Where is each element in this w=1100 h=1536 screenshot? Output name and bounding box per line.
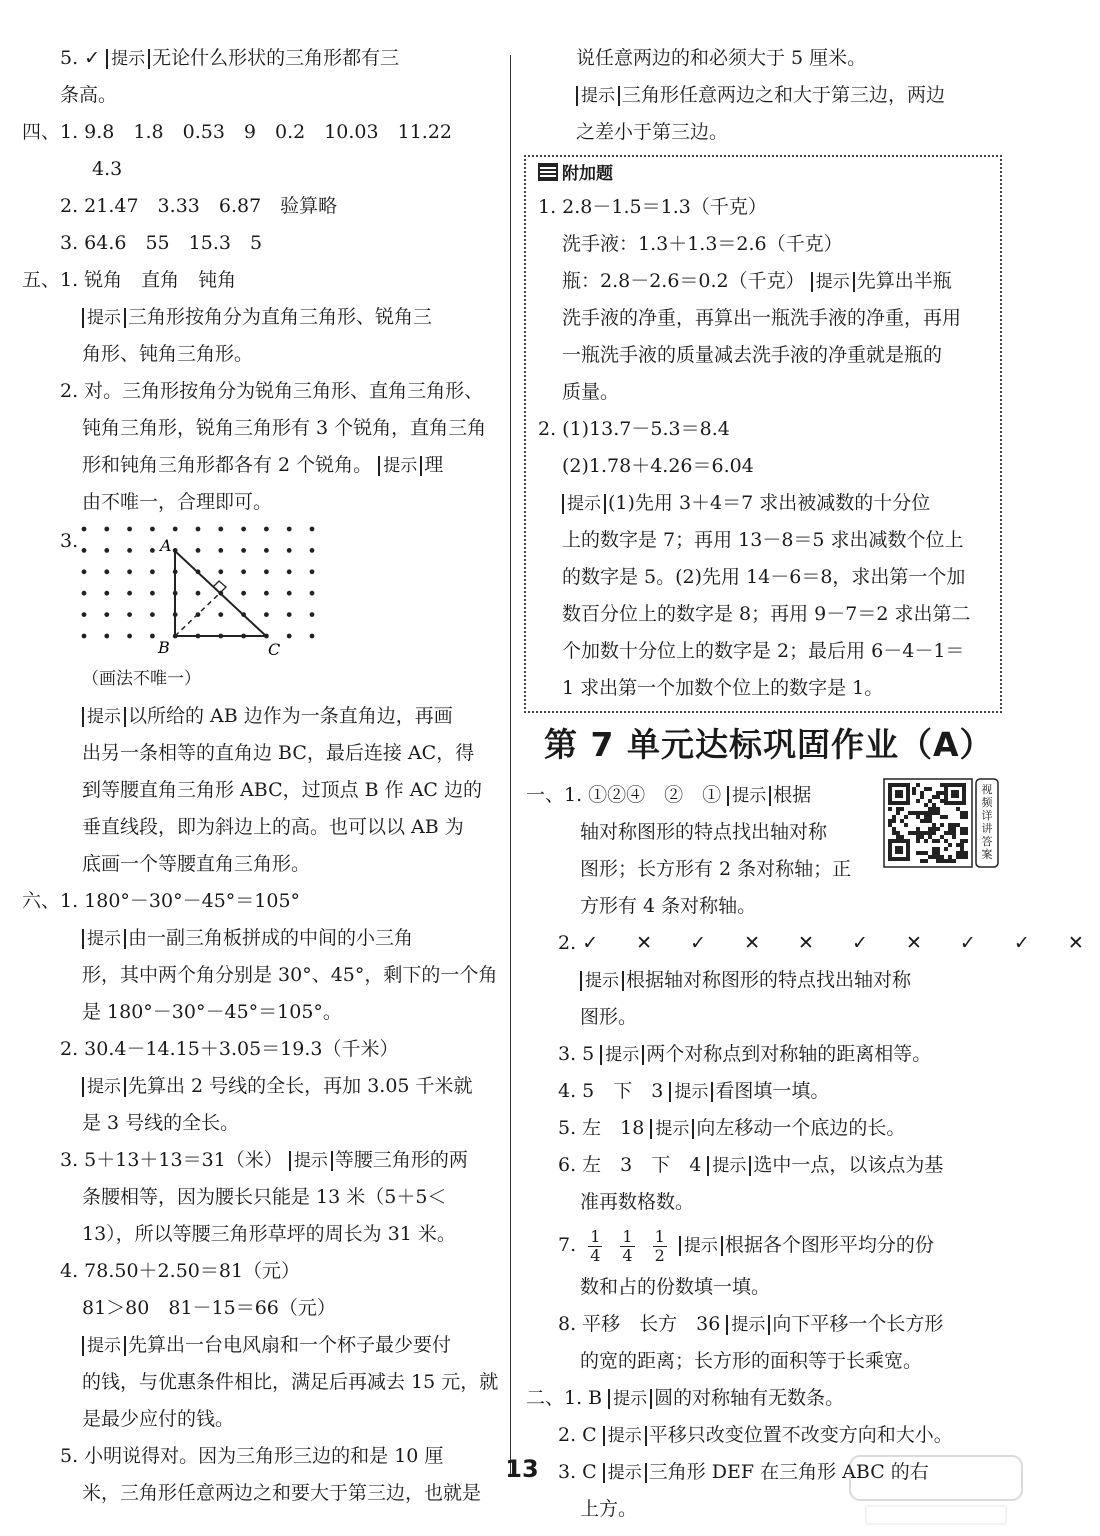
grid-dot: [82, 569, 87, 574]
point-b-label: B: [158, 638, 170, 657]
grid-dot: [241, 527, 246, 532]
grid-dot: [310, 569, 315, 574]
answer-line: 5. 左 18 提示 向左移动一个底边的长。: [558, 1117, 906, 1139]
grid-dots: [82, 527, 315, 639]
grid-dot: [173, 527, 178, 532]
grid-dot: [104, 591, 109, 596]
answer-line: 2. C 提示 平移只改变位置不改变方向和大小。: [558, 1424, 953, 1446]
answer-line: 2. (1)13.7－5.3＝8.4: [538, 418, 730, 440]
hint-tag: 提示: [576, 86, 620, 106]
bonus-icon: [538, 163, 558, 181]
grid-dot: [150, 569, 155, 574]
point-a-label: A: [160, 536, 172, 555]
grid-dot: [104, 569, 109, 574]
hint-tag: 提示: [811, 272, 855, 292]
text-line: 数和占的份数填一填。: [580, 1276, 771, 1298]
section-two-line: 二、1. B 提示 圆的对称轴有无数条。: [526, 1387, 845, 1409]
text-line: 图形。: [580, 1006, 638, 1028]
answer-line: 4. 78.50＋2.50＝81（元）: [60, 1260, 301, 1282]
answer-line: 4.3: [92, 158, 123, 180]
grid-dot: [287, 548, 292, 553]
text-line: 是 180°－30°－45°＝105°。: [82, 1001, 342, 1023]
hint-tag: 提示: [603, 1426, 647, 1446]
section-six-line: 六、1. 180°－30°－45°＝105°: [22, 890, 301, 912]
hint-tag: 提示: [378, 456, 422, 476]
hint-tag: 提示: [580, 971, 624, 991]
text-line: 底画一个等腰直角三角形。: [82, 853, 311, 875]
grid-dot: [150, 527, 155, 532]
answer-line: 1. 2.8－1.5＝1.3（千克）: [538, 196, 767, 218]
bonus-section: [524, 155, 1002, 713]
judgement-line: 2. ✓ ✕ ✓ ✕ ✕ ✓ ✕ ✓ ✓ ✕: [558, 932, 1100, 954]
answer-line: 8. 平移 长方 36 提示 向下平移一个长方形: [558, 1313, 944, 1335]
text-line: 到等腰直角三角形 ABC，过顶点 B 作 AC 边的: [82, 779, 482, 801]
answer-line: 4. 5 下 3 提示 看图填一填。: [558, 1080, 830, 1102]
watermark-logo: [846, 1450, 1026, 1530]
text-line: 上方。: [580, 1498, 638, 1520]
text-line: 上的数字是 7；再用 13－8＝5 求出减数个位上: [562, 529, 964, 551]
judgement-marks: ✓ ✕ ✓ ✕ ✕ ✓ ✕ ✓ ✓ ✕: [582, 932, 1100, 954]
grid-dot: [127, 612, 132, 617]
grid-dot: [196, 527, 201, 532]
text-line: 一瓶洗手液的质量减去洗手液的净重就是瓶的: [562, 344, 943, 366]
text-line: 准再数格数。: [580, 1191, 695, 1213]
answer-line: 6. 左 3 下 4 提示 选中一点，以该点为基: [558, 1154, 944, 1176]
drawing-note: （画法不唯一）: [82, 669, 201, 689]
grid-dot: [82, 634, 87, 639]
hint-line: 提示 三角形按角分为直角三角形、锐角三: [22, 299, 502, 336]
hint-line: 提示 先算出 2 号线的全长，再加 3.05 千米就: [22, 1068, 502, 1105]
section-one-line: 一、1. ①②④ ② ① 提示 根据: [526, 784, 812, 806]
text-line: 质量。: [562, 381, 620, 403]
qr-code-block[interactable]: [882, 777, 1000, 869]
grid-dot: [241, 591, 246, 596]
answer-line: 5. 小明说得对。因为三角形三边的和是 10 厘: [60, 1445, 444, 1467]
grid-dot: [218, 548, 223, 553]
hint-tag: 提示: [289, 1151, 333, 1171]
answer-line: 2. 21.47 3.33 6.87 验算略: [60, 195, 338, 217]
grid-dot: [218, 612, 223, 617]
hint-tag: 提示: [82, 929, 126, 949]
text-line: 角形、钝角三角形。: [82, 343, 254, 365]
answer-line: 条高。: [60, 84, 118, 106]
grid-dot: [150, 548, 155, 553]
hint-line: 提示 三角形任意两边之和大于第三边，两边: [520, 77, 1000, 114]
fraction-line: 7. $\frac{1}{4}$ $\frac{1}{4}$ $\frac{1}{2}$ 提示 根据各个图形平均分的份: [558, 1226, 934, 1265]
hint-tag: 提示: [679, 1236, 723, 1256]
text-line: 条腰相等，因为腰长只能是 13 米（5＋5＜: [82, 1186, 447, 1208]
grid-dot: [104, 634, 109, 639]
grid-dot: [264, 527, 269, 532]
grid-dot: [310, 634, 315, 639]
hint-tag: 提示: [603, 1463, 647, 1483]
hint-tag: 提示: [727, 786, 771, 806]
hint-tag: 提示: [82, 308, 126, 328]
text-line: 是 3 号线的全长。: [82, 1112, 240, 1134]
fraction-1-4: $\frac{1}{4}$: [590, 1226, 601, 1265]
text-line: 洗手液：1.3＋1.3＝2.6（千克）: [562, 233, 843, 255]
column-divider: [510, 55, 511, 1475]
text-line: 钝角三角形，锐角三角形有 3 个锐角，直角三角: [82, 417, 487, 439]
hint-tag: 提示: [600, 1045, 644, 1065]
grid-dot: [127, 634, 132, 639]
answer-line: 2. 对。三角形按角分为锐角三角形、直角三角形、: [60, 380, 484, 402]
hint-tag: 提示: [650, 1119, 694, 1139]
grid-dot: [196, 548, 201, 553]
grid-dot: [264, 612, 269, 617]
hint-tag: 提示: [726, 1315, 770, 1335]
text-line: 13），所以等腰三角形草坪的周长为 31 米。: [82, 1223, 456, 1245]
hint-tag: 提示: [608, 1389, 652, 1409]
hint-tag: 提示: [669, 1082, 713, 1102]
unit-title: 第 7 单元达标巩固作业（A）: [544, 725, 994, 764]
page-number: 13: [505, 1455, 539, 1483]
text-line: (2)1.78＋4.26＝6.04: [562, 455, 754, 477]
left-column: [22, 40, 502, 1512]
answer-line: 5. ✓ 提示 无论什么形状的三角形都有三: [60, 47, 400, 69]
section-four-line: 四、1. 9.8 1.8 0.53 9 0.2 10.03 11.22: [22, 121, 452, 143]
hint-tag: 提示: [82, 1077, 126, 1097]
grid-dot: [104, 612, 109, 617]
hint-line: 提示 由一副三角板拼成的中间的小三角: [22, 920, 502, 957]
unit-answers: [520, 777, 1100, 1528]
bonus-title: 附加题: [538, 159, 990, 189]
grid-dot: [310, 591, 315, 596]
answer-line: 3. 5＋13＋13＝31（米） 提示 等腰三角形的两: [60, 1149, 468, 1171]
text-line: 瓶：2.8－2.6＝0.2（千克） 提示 先算出半瓶: [562, 270, 952, 292]
text-line: 之差小于第三边。: [576, 121, 729, 143]
fraction-1-4: $\frac{1}{4}$: [622, 1226, 633, 1265]
grid-dot: [82, 527, 87, 532]
grid-dot: [264, 548, 269, 553]
point-c-label: C: [268, 640, 281, 659]
grid-dot: [264, 569, 269, 574]
text-line: 轴对称图形的特点找出轴对称: [580, 821, 828, 843]
grid-dot: [310, 527, 315, 532]
grid-dot: [287, 569, 292, 574]
text-line: 洗手液的净重，再算出一瓶洗手液的净重，再用: [562, 307, 962, 329]
grid-dot: [150, 612, 155, 617]
grid-dot: [150, 591, 155, 596]
text-line: 81＞80 81－15＝66（元）: [82, 1297, 336, 1319]
grid-dot: [150, 634, 155, 639]
hint-line: 提示 根据轴对称图形的特点找出轴对称: [520, 962, 1000, 999]
answer-line: 3. 64.6 55 15.3 5: [60, 232, 263, 254]
text-line: 出另一条相等的直角边 BC，最后连接 AC，得: [82, 742, 475, 764]
text-line: 的数字是 5。(2)先用 14－6＝8，求出第一个加: [562, 566, 966, 588]
text-line: 是最少应付的钱。: [82, 1408, 235, 1430]
hint-tag: 提示: [106, 49, 150, 69]
text-line: 形和钝角三角形都各有 2 个锐角。 提示 理: [82, 454, 444, 476]
hint-line: 提示 以所给的 AB 边作为一条直角边，再画: [22, 698, 502, 735]
text-line: 说任意两边的和必须大于 5 厘米。: [576, 47, 867, 69]
hint-line: 提示 (1)先用 3＋4＝7 求出被减数的十分位: [538, 485, 990, 522]
grid-dot: [264, 591, 269, 596]
grid-dot: [310, 612, 315, 617]
grid-dot: [104, 527, 109, 532]
grid-dot: [104, 548, 109, 553]
height-line: [175, 593, 220, 636]
text-line: 的宽的距离；长方形的面积等于长乘宽。: [580, 1350, 923, 1372]
fraction-1-2: $\frac{1}{2}$: [654, 1226, 665, 1265]
grid-dot: [82, 591, 87, 596]
text-line: 垂直线段，即为斜边上的高。也可以以 AB 为: [82, 816, 464, 838]
hint-tag: 提示: [82, 1336, 126, 1356]
triangle-dot-grid: [60, 521, 360, 661]
text-line: 数百分位上的数字是 8；再用 9－7＝2 求出第二: [562, 603, 971, 625]
grid-dot: [127, 548, 132, 553]
dot-grid-figure: [60, 521, 502, 661]
grid-dot: [241, 569, 246, 574]
text-line: 由不唯一，合理即可。: [82, 491, 273, 513]
grid-dot: [287, 591, 292, 596]
answer-line: 3. 5 提示 两个对称点到对称轴的距离相等。: [558, 1043, 932, 1065]
text-line: 个加数十分位上的数字是 2；最后用 6－4－1＝: [562, 640, 965, 662]
grid-dot: [310, 548, 315, 553]
grid-dot: [287, 612, 292, 617]
answer-line: 2. 30.4－14.15＋3.05＝19.3（千米）: [60, 1038, 399, 1060]
hint-line: 提示 先算出一台电风扇和一个杯子最少要付: [22, 1327, 502, 1364]
qr-caption: 视频详讲答案: [981, 783, 993, 861]
right-column: [520, 40, 1100, 1528]
text-line: 方形有 4 条对称轴。: [580, 895, 757, 917]
grid-dot: [218, 527, 223, 532]
grid-dot: [127, 569, 132, 574]
text-line: 1 求出第一个加数个位上的数字是 1。: [562, 677, 884, 699]
grid-dot: [82, 612, 87, 617]
section-five-line: 五、1. 锐角 直角 钝角: [22, 269, 237, 291]
grid-dot: [287, 634, 292, 639]
text-line: 的钱，与优惠条件相比，满足后再减去 15 元，就: [82, 1371, 499, 1393]
hint-tag: 提示: [707, 1156, 751, 1176]
hint-tag: 提示: [82, 707, 126, 727]
text-line: 图形；长方形有 2 条对称轴；正: [580, 858, 852, 880]
text-line: 形，其中两个角分别是 30°、45°，剩下的一个角: [82, 964, 498, 986]
hint-tag: 提示: [562, 494, 606, 514]
grid-dot: [127, 527, 132, 532]
grid-dot: [196, 591, 201, 596]
grid-dot: [127, 591, 132, 596]
grid-dot: [82, 548, 87, 553]
answer-line: 3. C 提示 三角形 DEF 在三角形 ABC 的右: [558, 1461, 929, 1483]
grid-dot: [218, 569, 223, 574]
question-number: 3.: [60, 530, 79, 552]
grid-dot: [241, 548, 246, 553]
grid-dot: [287, 527, 292, 532]
text-line: 米，三角形任意两边之和要大于第三边，也就是: [82, 1482, 482, 1504]
